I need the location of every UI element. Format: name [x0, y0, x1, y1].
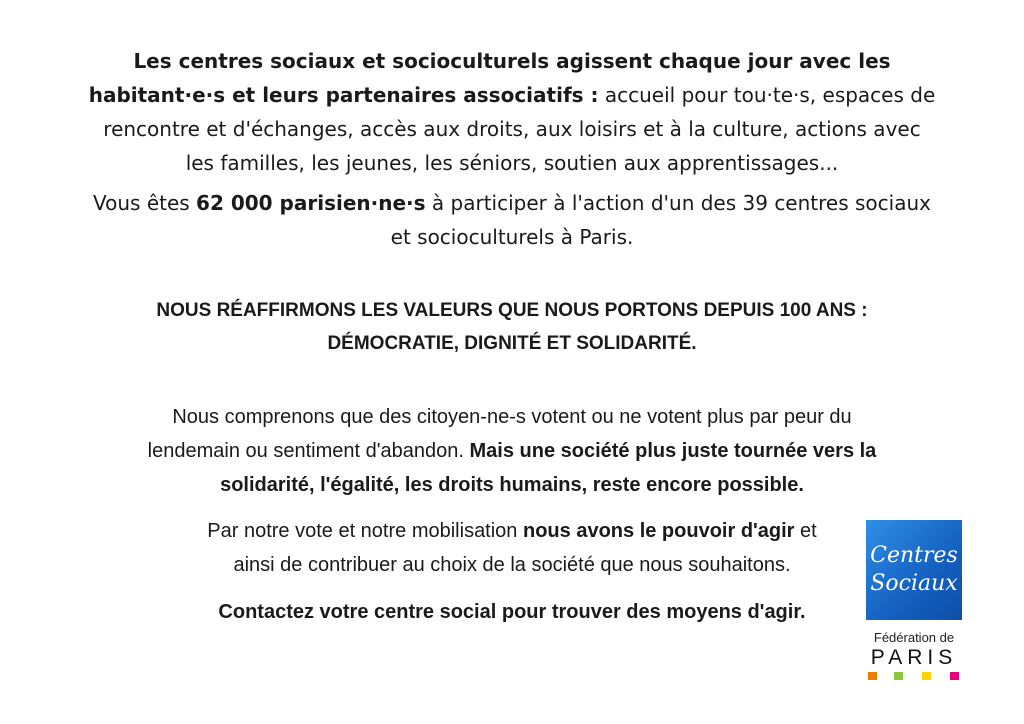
- society-line-1: Nous comprenons que des citoyen-ne-s votent ou ne votent plus par peur du: [172, 406, 852, 428]
- values-line-1: NOUS RÉAFFIRMONS LES VALEURS QUE NOUS PORTONS DEPUIS 100 ANS :: [156, 300, 868, 321]
- intro-line-4: les familles, les jeunes, les séniors, soutien aux apprentissages...: [185, 151, 839, 175]
- logo-paris-text: PARIS: [870, 646, 958, 669]
- logo-script-sociaux: Sociaux: [870, 571, 958, 596]
- participation-paragraph: [0, 186, 1024, 254]
- logo-color-dots: [868, 672, 962, 680]
- participation-line-2: et socioculturels à Paris.: [390, 225, 634, 249]
- vote-line-2: ainsi de contribuer au choix de la société que nous souhaitons.: [233, 554, 791, 576]
- intro-line-2: habitant·e·s et leurs partenaires associatifs : accueil pour tou·te·s, espaces de: [88, 83, 936, 107]
- society-paragraph: [0, 400, 1024, 502]
- vote-line-1: Par notre vote et notre mobilisation nous avons le pouvoir d'agir et: [207, 520, 817, 542]
- society-line-2: lendemain ou sentiment d'abandon. Mais une société plus juste tournée vers la: [147, 440, 877, 462]
- logo-dot-orange: [868, 672, 877, 680]
- values-heading: [0, 294, 1024, 360]
- centres-sociaux-paris-logo: [866, 520, 962, 680]
- participation-line-1: Vous êtes 62 000 parisien·ne·s à participer à l'action d'un des 39 centres sociaux: [93, 191, 931, 215]
- contact-line: Contactez votre centre social pour trouver des moyens d'agir.: [218, 601, 806, 623]
- values-line-2: DÉMOCRATIE, DIGNITÉ ET SOLIDARITÉ.: [327, 333, 697, 354]
- logo-blue-box: [866, 520, 962, 620]
- logo-federation-text: Fédération de: [873, 630, 955, 645]
- logo-script-centres: Centres: [870, 543, 958, 568]
- intro-line-1: Les centres sociaux et socioculturels agissent chaque jour avec les: [133, 49, 891, 73]
- logo-dot-pink: [950, 672, 959, 680]
- intro-paragraph: [0, 44, 1024, 180]
- intro-line-3: rencontre et d'échanges, accès aux droits, aux loisirs et à la culture, actions avec: [103, 117, 921, 141]
- society-line-3: solidarité, l'égalité, les droits humains, reste encore possible.: [220, 474, 804, 496]
- logo-dot-green: [894, 672, 903, 680]
- logo-dot-yellow: [922, 672, 931, 680]
